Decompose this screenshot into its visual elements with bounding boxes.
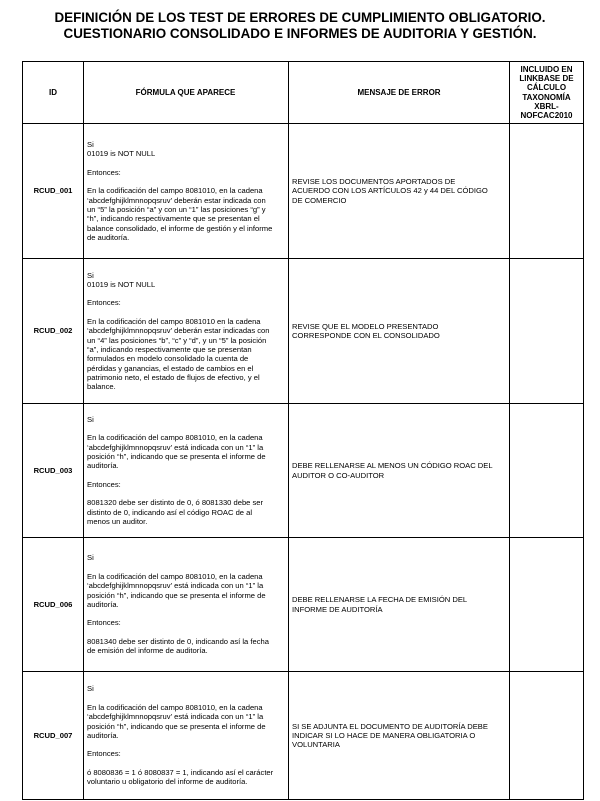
mensaje-line: REVISE LOS DOCUMENTOS APORTADOS DE [292, 177, 456, 187]
table-row [23, 124, 584, 259]
mensaje-line: REVISE QUE EL MODELO PRESENTADO [292, 321, 439, 331]
formula-line: formulados en modelo consolidado la cuenta de [87, 354, 249, 364]
mensaje-line: ACUERDO CON LOS ARTÍCULOS 42 y 44 DEL CÓDIGO [292, 186, 488, 196]
paragraph-gap [87, 424, 284, 433]
row-incluido [510, 124, 584, 259]
formula-line: ‘abcdefghijklmnnopqsruv’ está indicada con un “1” la [87, 581, 264, 591]
formula-line: distinto de 0, indicando así el código ROAC de al [87, 507, 253, 517]
header-incluido-line: LINKBASE DE [519, 73, 574, 83]
mensaje-line: SI SE ADJUNTA EL DOCUMENTO DE AUDITORÍA DEBE [292, 721, 488, 731]
row-incluido [510, 538, 584, 672]
formula-line: auditoría. [87, 461, 119, 471]
paragraph-gap [87, 759, 284, 768]
formula-line: Si [87, 553, 94, 563]
row-formula [84, 672, 289, 800]
paragraph-gap [87, 289, 284, 298]
formula-line: Si [87, 684, 94, 694]
formula-line: Entonces: [87, 167, 121, 177]
header-incluido-line: XBRL- [534, 101, 559, 111]
formula-line: En la codificación del campo 8081010 en la cadena [87, 317, 261, 327]
formula-line: Si [87, 270, 94, 280]
mensaje-line: INDICAR SI LO HACE DE MANERA OBLIGATORIA O [292, 730, 476, 740]
formula-line: Si [87, 414, 94, 424]
row-id: RCUD_006 [23, 538, 84, 672]
formula-line: un “4” las posiciones “b”, “c” y “d”, y un “5” la posición [87, 335, 267, 345]
header-formula: FÓRMULA QUE APARECE [84, 62, 289, 124]
formula-line: En la codificación del campo 8081010, en la cadena [87, 433, 263, 443]
formula-line: pérdidas y ganancias, el estado de cambios en el [87, 363, 254, 373]
row-id: RCUD_002 [23, 259, 84, 404]
row-formula [84, 538, 289, 672]
formula-line: auditoría. [87, 599, 119, 609]
row-mensaje [289, 538, 510, 672]
formula-line: ‘abcdefghijklmnnopqsruv’ está indicada con un “1” la [87, 442, 264, 452]
row-mensaje [289, 404, 510, 538]
formula-line: 8081320 debe ser distinto de 0, ó 8081330 debe ser [87, 498, 264, 508]
formula-line: Si [87, 139, 94, 149]
formula-line: posición “h”, indicando que se presenta el informe de [87, 721, 266, 731]
formula-line: Entonces: [87, 479, 121, 489]
mensaje-line: CORRESPONDE CON EL CONSOLIDADO [292, 331, 440, 340]
paragraph-gap [87, 609, 284, 618]
formula-line: En la codificación del campo 8081010, en la cadena [87, 702, 263, 712]
title-line-1: DEFINICIÓN DE LOS TEST DE ERRORES DE CUMPLIMIENTO OBLIGATORIO. [54, 10, 546, 25]
header-incluido-line: NOFCAC2010 [520, 111, 573, 121]
paragraph-gap [87, 308, 284, 317]
table-row [23, 672, 584, 800]
paragraph-gap [87, 694, 284, 703]
formula-line: menos un auditor. [87, 516, 148, 526]
row-formula [84, 259, 289, 404]
paragraph-gap [87, 563, 284, 572]
row-id: RCUD_007 [23, 672, 84, 800]
formula-line: Entonces: [87, 749, 121, 759]
formula-line: ‘abcdefghijklmnnopqsruv’ está indicada con un “1” la [87, 712, 264, 722]
formula-line: balance. [87, 382, 116, 392]
mensaje-line: DE COMERCIO [292, 195, 347, 205]
mensaje-line: VOLUNTARIA [292, 740, 340, 750]
mensaje-line: INFORME DE AUDITORÍA [292, 604, 383, 614]
formula-line: Entonces: [87, 618, 121, 628]
row-incluido [510, 259, 584, 404]
formula-line: auditoría. [87, 730, 119, 740]
formula-line: Entonces: [87, 298, 121, 308]
mensaje-line: DEBE RELLENARSE LA FECHA DE EMISIÓN DEL [292, 595, 468, 605]
header-incluido-line: INCLUIDO EN [520, 64, 573, 74]
formula-line: ‘abcdefghijklmnnopqsruv’ deberán estar indicadas con [87, 326, 270, 336]
header-mensaje: MENSAJE DE ERROR [289, 62, 510, 124]
paragraph-gap [87, 471, 284, 480]
formula-line: 01019 is NOT NULL [87, 149, 156, 159]
row-mensaje [289, 672, 510, 800]
title-line-2: CUESTIONARIO CONSOLIDADO E INFORMES DE AUDITORIA Y GESTIÓN. [63, 26, 537, 41]
formula-line: 01019 is NOT NULL [87, 279, 156, 289]
paragraph-gap [87, 489, 284, 498]
formula-line: En la codificación del campo 8081010, en la cadena [87, 571, 263, 581]
formula-line: voluntario u obligatorio del informe de auditoría. [87, 777, 248, 787]
formula-line: un “5” la posición “a” y con un “1” las posiciones “g” y [87, 204, 266, 214]
paragraph-gap [87, 177, 284, 186]
table-row [23, 404, 584, 538]
header-incluido-line: TAXONOMÍA [522, 92, 571, 102]
formula-line: patrimonio neto, el estado de flujos de efectivo, y el [87, 372, 260, 382]
formula-line: de auditoría. [87, 232, 130, 242]
paragraph-gap [87, 628, 284, 637]
header-incluido-line: CÁLCULO [526, 83, 567, 93]
table-row [23, 538, 584, 672]
formula-line: posición “h”, indicando que se presenta el informe de [87, 590, 266, 600]
formula-line: de emisión del informe de auditoría. [87, 646, 208, 656]
formula-line: ó 8080836 = 1 ó 8080837 = 1, indicando así el carácter [87, 768, 274, 778]
row-mensaje [289, 259, 510, 404]
paragraph-gap [87, 158, 284, 167]
mensaje-line: AUDITOR O CO-AUDITOR [292, 470, 385, 480]
formula-line: “h”, indicando respectivamente que se presentan el [87, 214, 260, 224]
mensaje-line: DEBE RELLENARSE AL MENOS UN CÓDIGO ROAC DEL [292, 461, 493, 471]
row-id: RCUD_001 [23, 124, 84, 259]
table-header-row [23, 62, 584, 124]
row-incluido [510, 404, 584, 538]
formula-line: “a”, indicando respectivamente que se presentan [87, 344, 252, 354]
row-incluido [510, 672, 584, 800]
header-id: ID [23, 62, 84, 124]
formula-line: balance consolidado, el informe de gestión y el informe [87, 223, 273, 233]
row-id: RCUD_003 [23, 404, 84, 538]
row-formula [84, 124, 289, 259]
row-mensaje [289, 124, 510, 259]
header-incluido [510, 62, 584, 124]
formula-line: En la codificación del campo 8081010, en la cadena [87, 186, 263, 196]
formula-line: 8081340 debe ser distinto de 0, indicando así la fecha [87, 637, 269, 647]
paragraph-gap [87, 740, 284, 749]
row-formula [84, 404, 289, 538]
table-row [23, 259, 584, 404]
formula-line: posición “h”, indicando que se presenta el informe de [87, 451, 266, 461]
page-title [0, 10, 600, 42]
error-tests-table [22, 61, 584, 800]
formula-line: ‘abcdefghijklmnnopqsruv’ deberán estar indicada con [87, 195, 266, 205]
